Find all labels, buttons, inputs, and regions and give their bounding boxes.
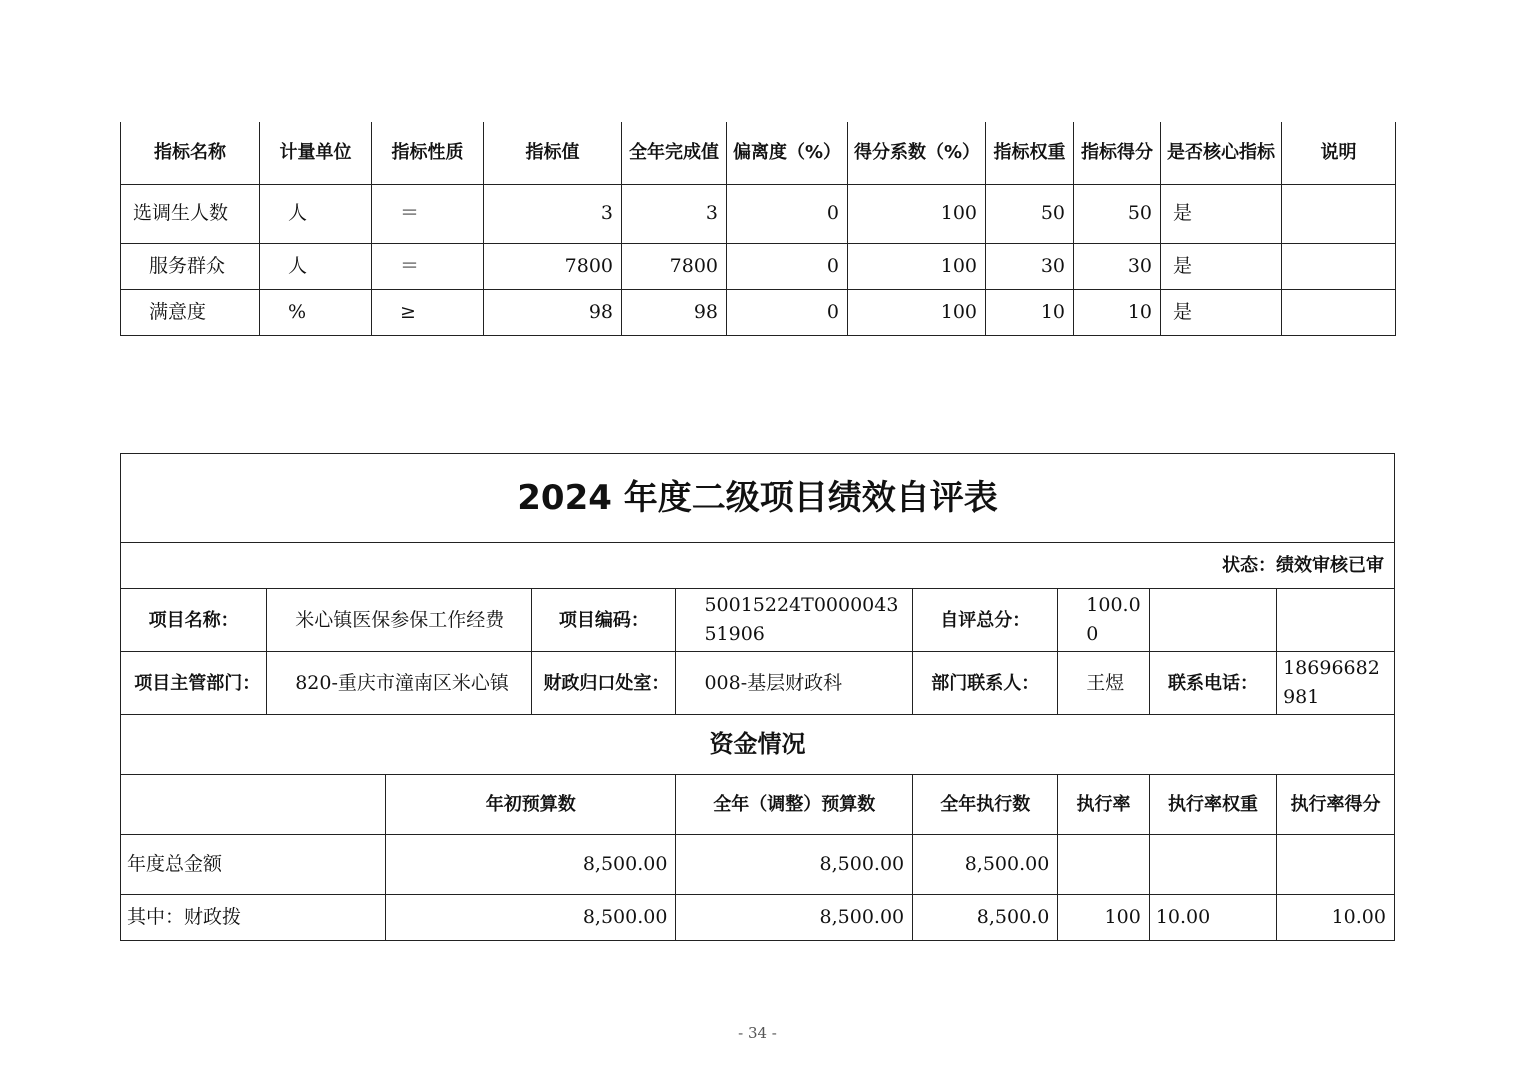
indicator-unit: 人 xyxy=(260,243,372,289)
funds-rate-weight xyxy=(1149,835,1276,895)
table-row xyxy=(121,184,1396,243)
header-coef: 得分系数（%） xyxy=(848,122,986,184)
indicator-note xyxy=(1282,184,1396,243)
funds-rate: 100 xyxy=(1058,895,1150,941)
indicator-name: 选调生人数 xyxy=(121,184,260,243)
indicator-value: 3 xyxy=(484,184,622,243)
header-core: 是否核心指标 xyxy=(1161,122,1282,184)
table-row xyxy=(121,835,1395,895)
self-score-label: 自评总分： xyxy=(913,589,1058,652)
indicator-table xyxy=(120,122,1396,336)
table-row xyxy=(121,243,1396,289)
funds-rate xyxy=(1058,835,1150,895)
indicator-deviation: 0 xyxy=(727,243,848,289)
indicator-weight: 30 xyxy=(986,243,1074,289)
project-table xyxy=(120,453,1395,941)
indicator-note xyxy=(1282,243,1396,289)
indicator-core: 是 xyxy=(1161,184,1282,243)
funds-initial: 8,500.00 xyxy=(386,835,676,895)
indicator-weight: 50 xyxy=(986,184,1074,243)
header-note: 说明 xyxy=(1282,122,1396,184)
finance-label: 财政归口处室： xyxy=(532,652,676,715)
finance-value: 008-基层财政科 xyxy=(676,652,913,715)
indicator-name: 服务群众 xyxy=(121,243,260,289)
indicator-completed: 98 xyxy=(622,289,727,335)
funds-header-row xyxy=(121,775,1395,835)
funds-rate-score xyxy=(1277,835,1395,895)
funds-initial: 8,500.00 xyxy=(386,895,676,941)
indicator-nature: ＝ xyxy=(372,184,484,243)
indicator-value: 7800 xyxy=(484,243,622,289)
funds-rate-weight: 10.00 xyxy=(1149,895,1276,941)
page-number: - 34 - xyxy=(738,1024,777,1042)
funds-section-row xyxy=(121,715,1395,775)
indicator-nature: ＝ xyxy=(372,243,484,289)
funds-header-executed: 全年执行数 xyxy=(913,775,1058,835)
indicator-name: 满意度 xyxy=(121,289,260,335)
indicator-score: 10 xyxy=(1074,289,1161,335)
funds-executed: 8,500.0 xyxy=(913,895,1058,941)
status-badge: 状态：绩效审核已审 xyxy=(121,543,1395,589)
indicator-unit: 人 xyxy=(260,184,372,243)
header-weight: 指标权重 xyxy=(986,122,1074,184)
indicator-value: 98 xyxy=(484,289,622,335)
funds-adjusted: 8,500.00 xyxy=(676,895,913,941)
funds-section-title: 资金情况 xyxy=(121,715,1395,775)
dept-value: 820-重庆市潼南区米心镇 xyxy=(267,652,532,715)
dept-label: 项目主管部门： xyxy=(121,652,267,715)
project-name-label: 项目名称： xyxy=(121,589,267,652)
funds-header-initial: 年初预算数 xyxy=(386,775,676,835)
indicator-score: 50 xyxy=(1074,184,1161,243)
indicator-coef: 100 xyxy=(848,289,986,335)
indicator-note xyxy=(1282,289,1396,335)
funds-row-label: 年度总金额 xyxy=(121,835,386,895)
project-name-value: 米心镇医保参保工作经费 xyxy=(267,589,532,652)
header-nature: 指标性质 xyxy=(372,122,484,184)
funds-header-rate-weight: 执行率权重 xyxy=(1149,775,1276,835)
empty-cell xyxy=(1149,589,1276,652)
indicator-core: 是 xyxy=(1161,289,1282,335)
funds-rate-score: 10.00 xyxy=(1277,895,1395,941)
project-info-row-1 xyxy=(121,589,1395,652)
contact-label: 部门联系人： xyxy=(913,652,1058,715)
funds-header-empty xyxy=(121,775,386,835)
header-indicator-name: 指标名称 xyxy=(121,122,260,184)
indicator-coef: 100 xyxy=(848,243,986,289)
table-row xyxy=(121,289,1396,335)
table-row xyxy=(121,895,1395,941)
header-completed: 全年完成值 xyxy=(622,122,727,184)
empty-cell xyxy=(1277,589,1395,652)
funds-row-label: 其中：财政拨 xyxy=(121,895,386,941)
page-title: 2024 年度二级项目绩效自评表 xyxy=(121,454,1395,543)
funds-header-adjusted: 全年（调整）预算数 xyxy=(676,775,913,835)
indicator-unit: % xyxy=(260,289,372,335)
funds-header-rate: 执行率 xyxy=(1058,775,1150,835)
indicator-deviation: 0 xyxy=(727,289,848,335)
indicator-coef: 100 xyxy=(848,184,986,243)
header-deviation: 偏离度（%） xyxy=(727,122,848,184)
indicator-weight: 10 xyxy=(986,289,1074,335)
status-row xyxy=(121,543,1395,589)
indicator-deviation: 0 xyxy=(727,184,848,243)
funds-header-rate-score: 执行率得分 xyxy=(1277,775,1395,835)
project-title-row xyxy=(121,454,1395,543)
project-code-label: 项目编码： xyxy=(532,589,676,652)
indicator-core: 是 xyxy=(1161,243,1282,289)
header-score: 指标得分 xyxy=(1074,122,1161,184)
indicator-nature: ≥ xyxy=(372,289,484,335)
project-code-value: 50015224T000004351906 xyxy=(676,589,913,652)
phone-label: 联系电话： xyxy=(1149,652,1276,715)
contact-value: 王煜 xyxy=(1058,652,1150,715)
indicator-header-row xyxy=(121,122,1396,184)
project-info-row-2 xyxy=(121,652,1395,715)
phone-value: 18696682981 xyxy=(1277,652,1395,715)
indicator-score: 30 xyxy=(1074,243,1161,289)
funds-executed: 8,500.00 xyxy=(913,835,1058,895)
header-unit: 计量单位 xyxy=(260,122,372,184)
self-score-value: 100.00 xyxy=(1058,589,1150,652)
funds-adjusted: 8,500.00 xyxy=(676,835,913,895)
header-value: 指标值 xyxy=(484,122,622,184)
indicator-completed: 7800 xyxy=(622,243,727,289)
indicator-completed: 3 xyxy=(622,184,727,243)
